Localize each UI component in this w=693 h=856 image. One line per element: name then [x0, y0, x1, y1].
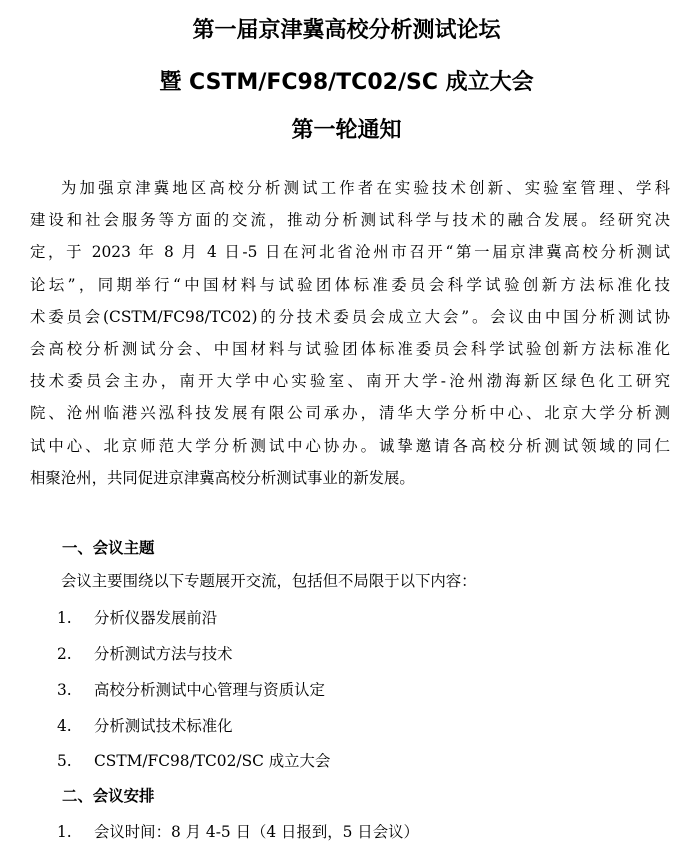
paragraph-line: 建设和社会服务等方面的交流，推动分析测试科学与技术的融合发展。经研究决	[30, 211, 670, 230]
paragraph-line: 院、沧州临港兴泓科技发展有限公司承办，清华大学分析中心、北京大学分析测	[30, 404, 670, 423]
list-item-number: 5.	[57, 752, 72, 770]
list-item-text: 高校分析测试中心管理与资质认定	[94, 681, 325, 699]
paragraph-line: 为加强京津冀地区高校分析测试工作者在实验技术创新、实验室管理、学科	[61, 179, 670, 197]
list-item-text: 会议时间：8 月 4-5 日（4 日报到，5 日会议）	[94, 823, 419, 841]
list-item-text: 分析测试技术标准化	[94, 717, 233, 735]
paragraph-line: 定，于 2023 年 8 月 4 日-5 日在河北省沧州市召开“第一届京津冀高校分析测试	[30, 243, 670, 262]
section-heading-arrangement: 二、会议安排	[62, 787, 155, 805]
list-item-number: 1.	[57, 823, 72, 841]
paragraph-line: 术委员会(CSTM/FC98/TC02)的分技术委员会成立大会”。会议由中国分析测试协	[30, 307, 670, 326]
section-intro: 会议主要围绕以下专题展开交流，包括但不局限于以下内容：	[61, 572, 477, 590]
list-item-text: 分析测试方法与技术	[94, 645, 233, 663]
notice-title: 第一轮通知	[291, 118, 402, 143]
list-item-text: CSTM/FC98/TC02/SC 成立大会	[94, 752, 331, 770]
list-item-number: 1.	[57, 609, 72, 627]
paragraph-line: 会高校分析测试分会、中国材料与试验团体标准委员会科学试验创新方法标准化	[30, 340, 670, 359]
list-item-number: 4.	[57, 717, 72, 735]
list-item-number: 2.	[57, 645, 72, 663]
intro-paragraph	[30, 172, 670, 494]
paragraph-line: 试中心、北京师范大学分析测试中心协办。诚挚邀请各高校分析测试领域的同仁	[30, 436, 670, 455]
paragraph-line: 相聚沧州，共同促进京津冀高校分析测试事业的新发展。	[30, 468, 415, 487]
list-item-text: 分析仪器发展前沿	[94, 609, 218, 627]
section-heading-theme: 一、会议主题	[62, 539, 155, 557]
paragraph-line: 技术委员会主办，南开大学中心实验室、南开大学-沧州渤海新区绿色化工研究	[30, 372, 670, 391]
list-item-number: 3.	[57, 681, 72, 699]
forum-subtitle: 暨 CSTM/FC98/TC02/SC 成立大会	[159, 70, 534, 95]
forum-title: 第一届京津冀高校分析测试论坛	[192, 18, 501, 43]
paragraph-line: 论坛”，同期举行“中国材料与试验团体标准委员会科学试验创新方法标准化技	[30, 275, 670, 294]
